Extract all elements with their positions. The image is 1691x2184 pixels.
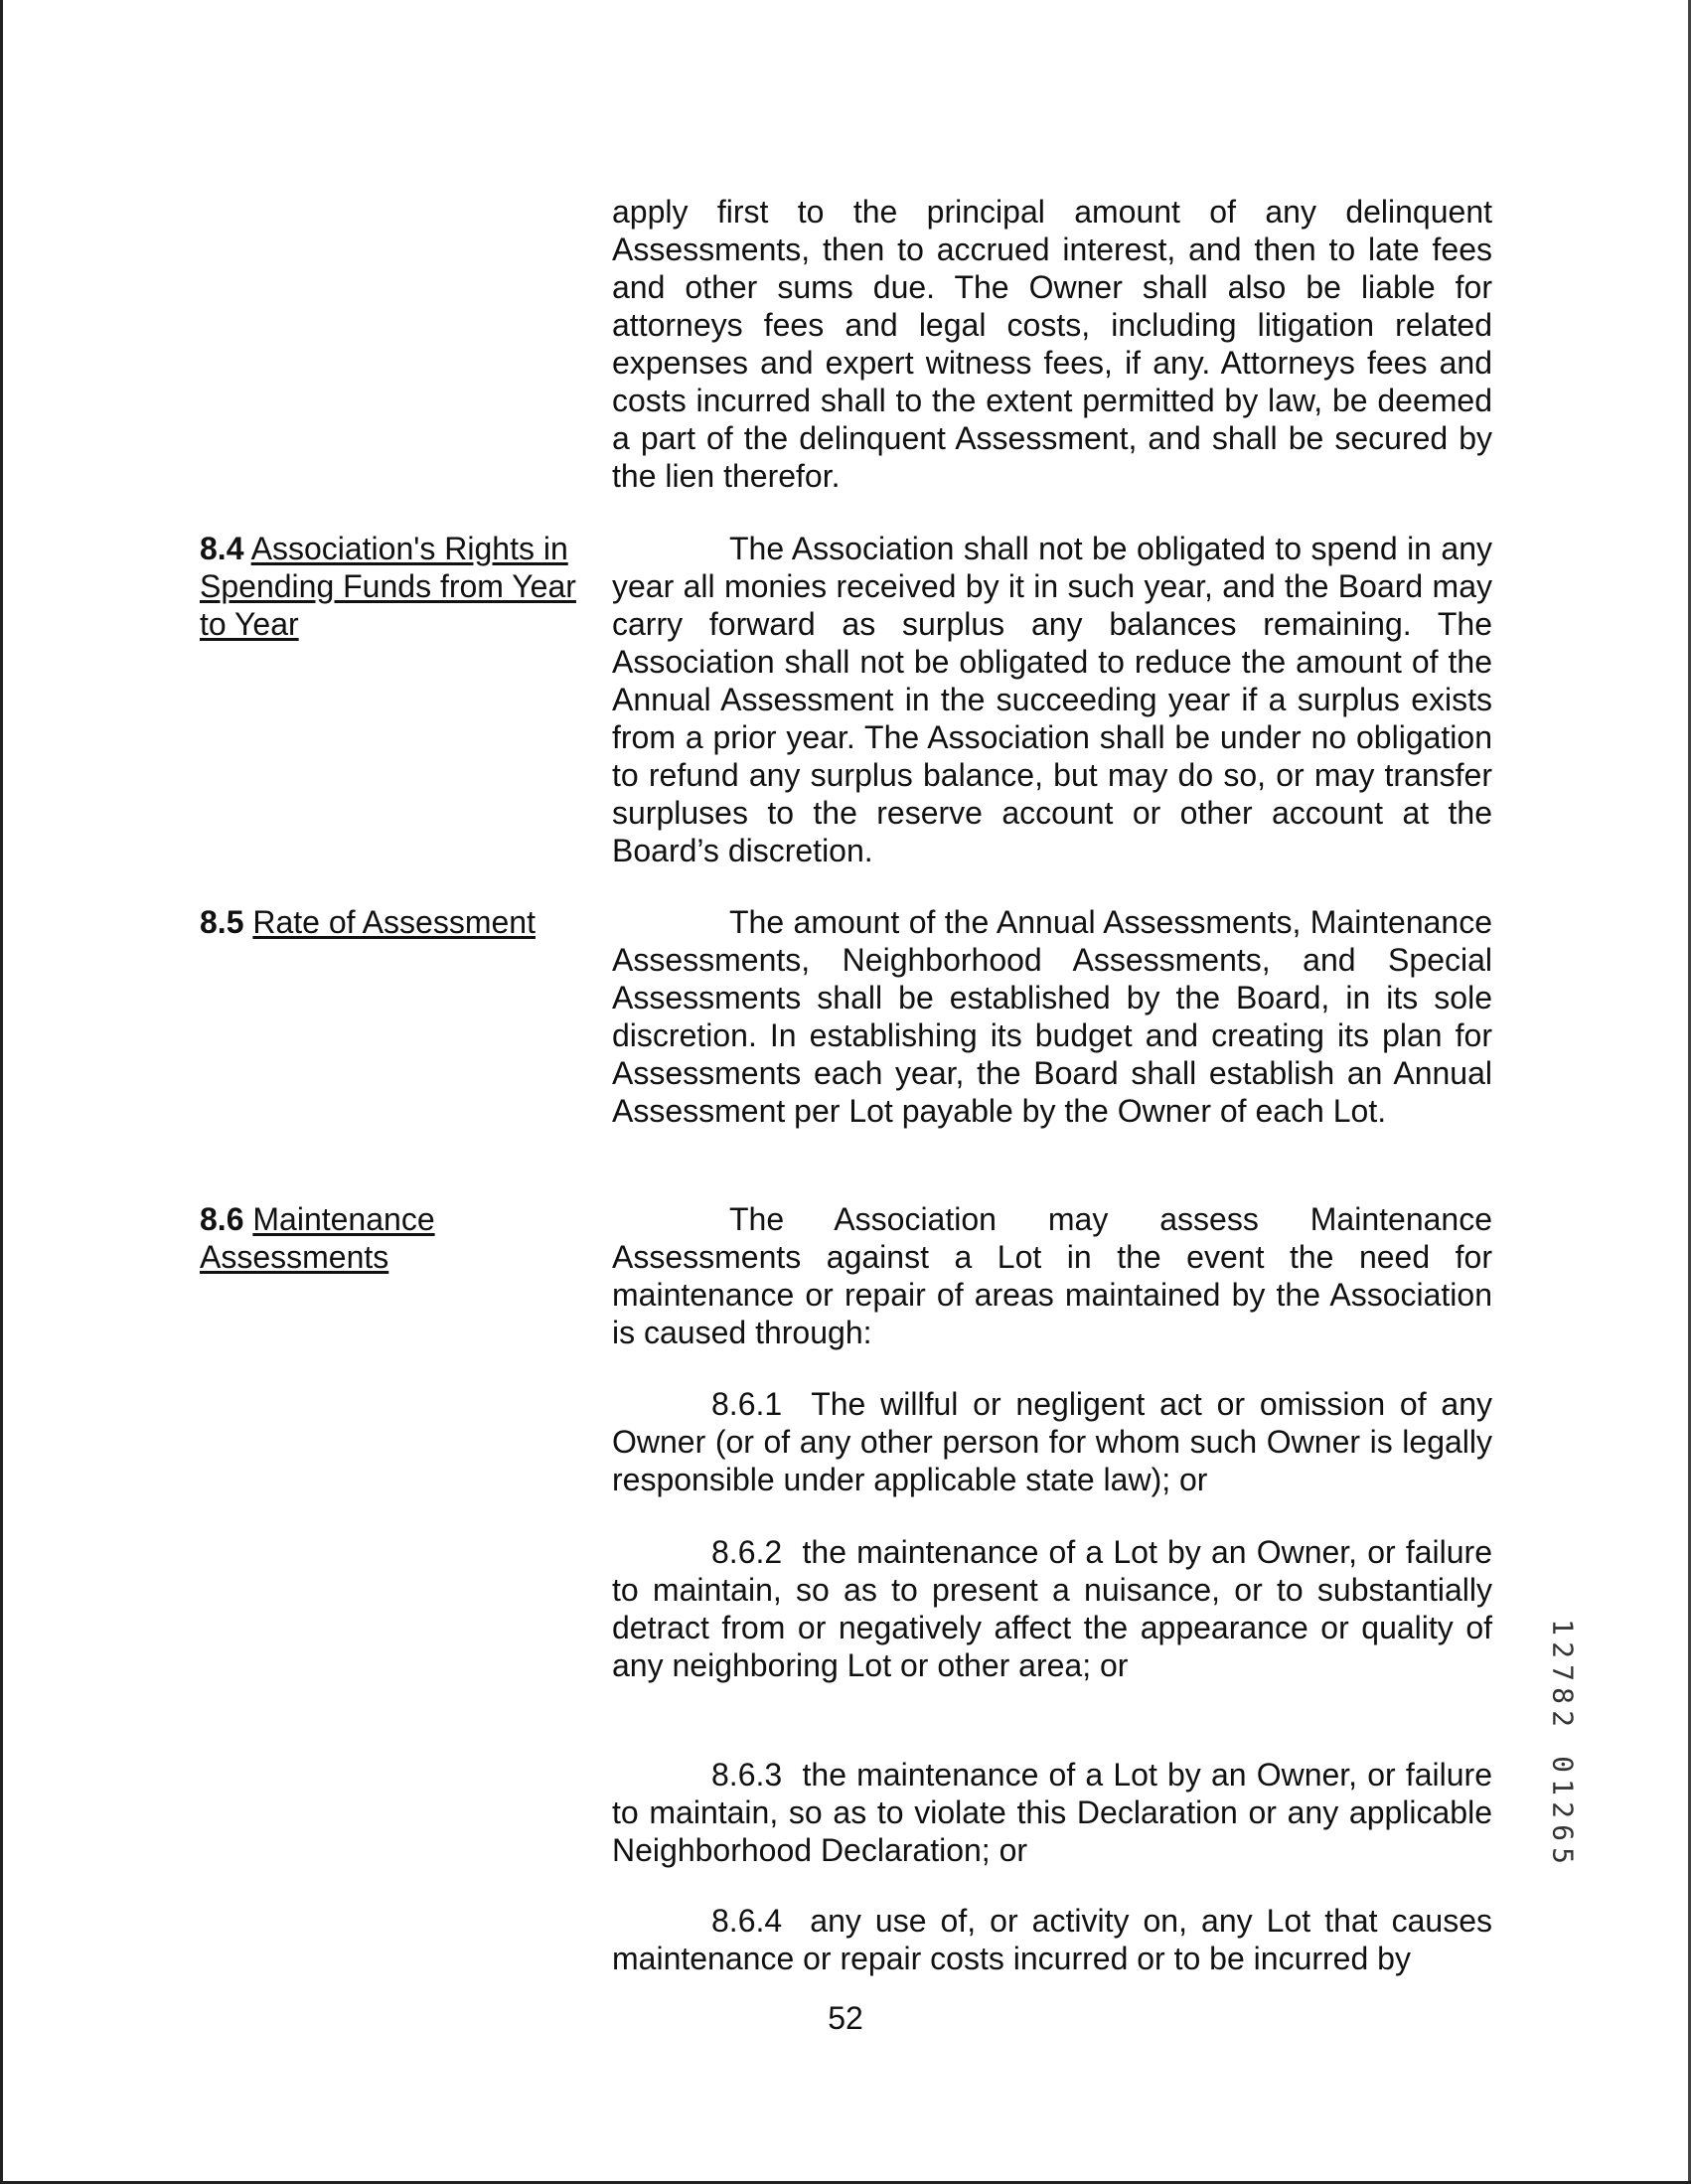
section-8-5-heading bbox=[200, 903, 597, 941]
section-number: 8.4 bbox=[200, 531, 244, 566]
subsection-8-6-1 bbox=[612, 1385, 1492, 1498]
margin-stamp-char: 0 bbox=[1546, 1756, 1580, 1773]
subsection-number: 8.6.3 bbox=[711, 1757, 783, 1793]
section-8-5-body: The amount of the Annual Assessments, Maintenance Assessments, Neighborhood Assessments, and Special Assessments shall be established by the Board, in its sole discretion. In establishing its budget and creating its plan for Assessments each year, the Board shall establish an Annual Assessment per Lot payable by the Owner of each Lot. bbox=[612, 904, 1492, 1129]
subsection-number: 8.6.4 bbox=[711, 1903, 783, 1939]
margin-stamp-char: 6 bbox=[1546, 1824, 1580, 1841]
subsection-number: 8.6.1 bbox=[711, 1386, 783, 1422]
margin-stamp bbox=[1548, 1570, 1578, 1890]
margin-stamp-char: 7 bbox=[1546, 1664, 1580, 1681]
margin-stamp-char: 1 bbox=[1546, 1619, 1580, 1636]
continuation-paragraph: apply first to the principal amount of any delinquent Assessments, then to accrued interest, and then to late fees and other sums due. The Owner shall also be liable for attorneys fees and legal costs, including litigation related expenses and expert witness fees, if any. Attorneys fees and costs incurred shall to the extent permitted by law, be deemed a part of the delinquent Assessment, and shall be secured by the lien therefor. bbox=[612, 194, 1492, 494]
subsection-8-6-4 bbox=[612, 1902, 1492, 1977]
subsection-text: The willful or negligent act or omission of any Owner (or of any other person for whom such Owner is legally responsible under applicable state law); or bbox=[612, 1386, 1493, 1497]
subsection-text: the maintenance of a Lot by an Owner, or failure to maintain, so as to present a nuisance, or to substantially detract from or negatively affect the appearance or quality of any neighboring Lot or other area; or bbox=[612, 1534, 1493, 1683]
section-title: Maintenance Assessments bbox=[200, 1201, 435, 1275]
section-number: 8.6 bbox=[200, 1201, 244, 1237]
subsection-8-6-2 bbox=[612, 1533, 1492, 1684]
page-border-left bbox=[0, 0, 3, 2184]
section-8-4-body: The Association shall not be obligated to spend in any year all monies received by it in such year, and the Board may carry forward as surplus any balances remaining. The Association shall not be obligated to reduce the amount of the Annual Assessment in the succeeding year if a surplus exists from a prior year. The Association shall be under no obligation to refund any surplus balance, but may do so, or may transfer surpluses to the reserve account or other account at the Board’s discretion. bbox=[612, 531, 1492, 868]
section-title: Association's Rights in Spending Funds from Year to Year bbox=[200, 531, 576, 642]
margin-stamp-char: 8 bbox=[1546, 1687, 1580, 1704]
margin-stamp-char: 2 bbox=[1546, 1801, 1580, 1818]
page-number: 52 bbox=[828, 2000, 863, 2036]
section-8-4-heading bbox=[200, 530, 597, 643]
section-number: 8.5 bbox=[200, 904, 244, 940]
margin-stamp-char: 2 bbox=[1546, 1641, 1580, 1658]
subsection-number: 8.6.2 bbox=[711, 1534, 783, 1570]
section-8-6-body: The Association may assess Maintenance Assessments against a Lot in the event the need for maintenance or repair of areas maintained by the Association is caused through: bbox=[612, 1201, 1492, 1350]
subsection-text: the maintenance of a Lot by an Owner, or failure to maintain, so as to violate this Declaration or any applicable Neighborhood Declaration; or bbox=[612, 1757, 1493, 1868]
section-title: Rate of Assessment bbox=[252, 904, 536, 940]
section-8-6-heading bbox=[200, 1200, 458, 1276]
subsection-8-6-3 bbox=[612, 1756, 1492, 1869]
margin-stamp-char: 1 bbox=[1546, 1779, 1580, 1795]
margin-stamp-char: 2 bbox=[1546, 1710, 1580, 1727]
margin-stamp-char: 5 bbox=[1546, 1847, 1580, 1864]
subsection-text: any use of, or activity on, any Lot that causes maintenance or repair costs incurred or to be incurred by bbox=[612, 1903, 1493, 1976]
